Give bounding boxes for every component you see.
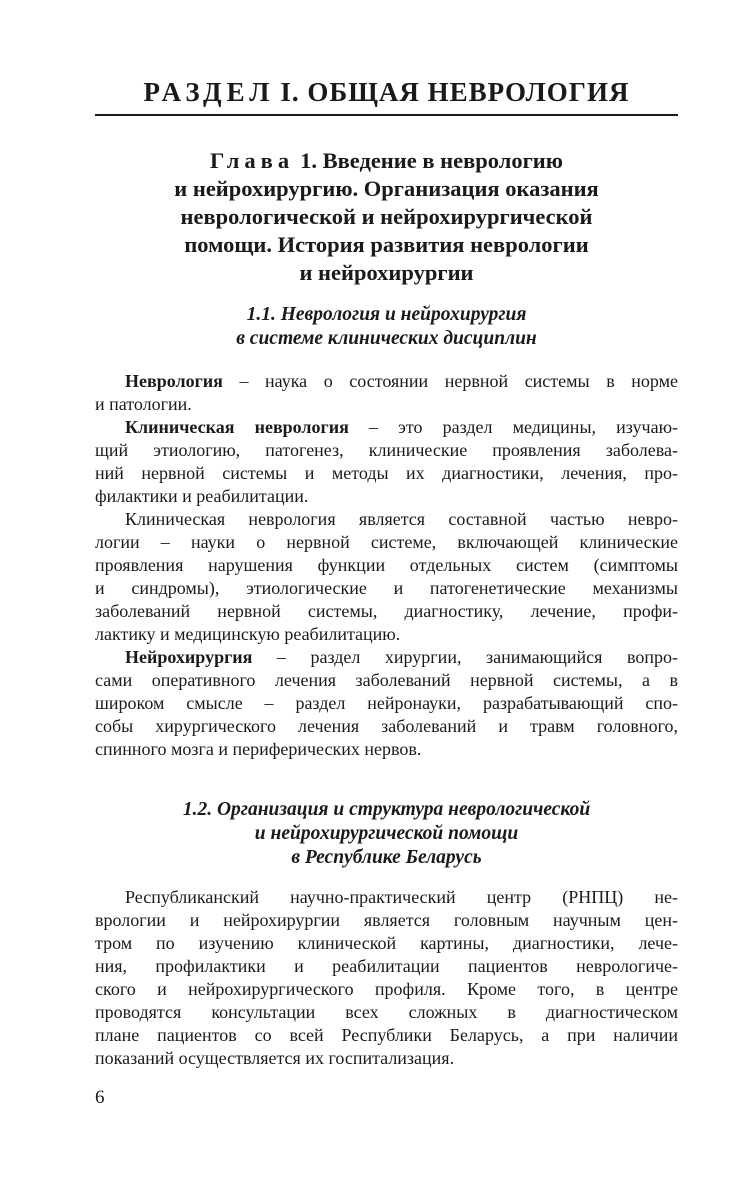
chapter-title-line: и нейрохирургию. Организация оказания	[174, 176, 599, 201]
subsection-heading-1-1: 1.1. Неврология и нейрохирургия в системе клинических дисциплин	[236, 304, 537, 349]
page-number: 6	[95, 1087, 105, 1108]
subsection-heading-1-2: 1.2. Организация и структура неврологической и нейрохирургической помощи в Республике Беларусь	[182, 799, 591, 868]
chapter-title-line: помощи. История развития неврологии	[184, 232, 589, 257]
header-rule	[95, 114, 678, 116]
chapter-title	[95, 147, 678, 287]
chapter-title-line: неврологической и нейрохирургической	[180, 204, 593, 229]
section-header-title: I. ОБЩАЯ НЕВРОЛОГИЯ	[280, 77, 630, 107]
chapter-title-line: Глава 1. Введение в неврологию	[210, 148, 563, 173]
term-neurosurgery: Нейрохирургия	[125, 647, 253, 667]
section-header-prefix: РАЗДЕЛ	[143, 77, 275, 107]
term-clinical-neurology: Клиническая неврология	[125, 417, 349, 437]
paragraph-clinical-neurology-scope: Клиническая неврология является составной частью невро- логии – науки о нервной системе, включающей клинические проявления нарушения функции отдельных систем (симптомы и синдромы), этиологические и патогенетические механизмы заболеваний нервной системы, диагностику, лечение, профи- лактику и медицинскую реабилитацию.	[95, 509, 678, 644]
term-neurology: Неврология	[125, 371, 223, 391]
paragraph-rnpc: Республиканский научно-практический центр (РНПЦ) не- врологии и нейрохирургии является головным научным цен- тром по изучению клинической картины, диагностики, лече- ния, профилактики и реабилитации пациентов неврологиче- ского и нейрохирургического профиля. Кроме того, в центре проводятся консультации всех сложных в диагностическом плане пациентов со всей Республики Беларусь, а при наличии показаний осуществляется их госпитализация.	[95, 887, 678, 1068]
section-header	[95, 76, 678, 108]
chapter-title-line: и нейрохирургии	[299, 260, 474, 285]
paragraph-clinical-neurology-definition: Клиническая неврология – это раздел медицины, изучаю- щий этиологию, патогенез, клинические проявления заболева- ний нервной системы и методы их диагностики, лечения, про- филактики и реабилитации.	[95, 417, 679, 506]
paragraph-neurosurgery-definition: Нейрохирургия – раздел хирургии, занимающийся вопро- сами оперативного лечения заболеваний нервной системы, а в широком смысле – раздел нейронауки, разрабатывающий спо- собы хирургического лечения заболеваний и травм головного, спинного мозга и периферических нервов.	[95, 647, 678, 759]
chapter-prefix: Глава	[210, 148, 295, 173]
paragraph-neurology-definition: Неврология – наука о состоянии нервной системы в норме и патологии.	[95, 371, 678, 414]
